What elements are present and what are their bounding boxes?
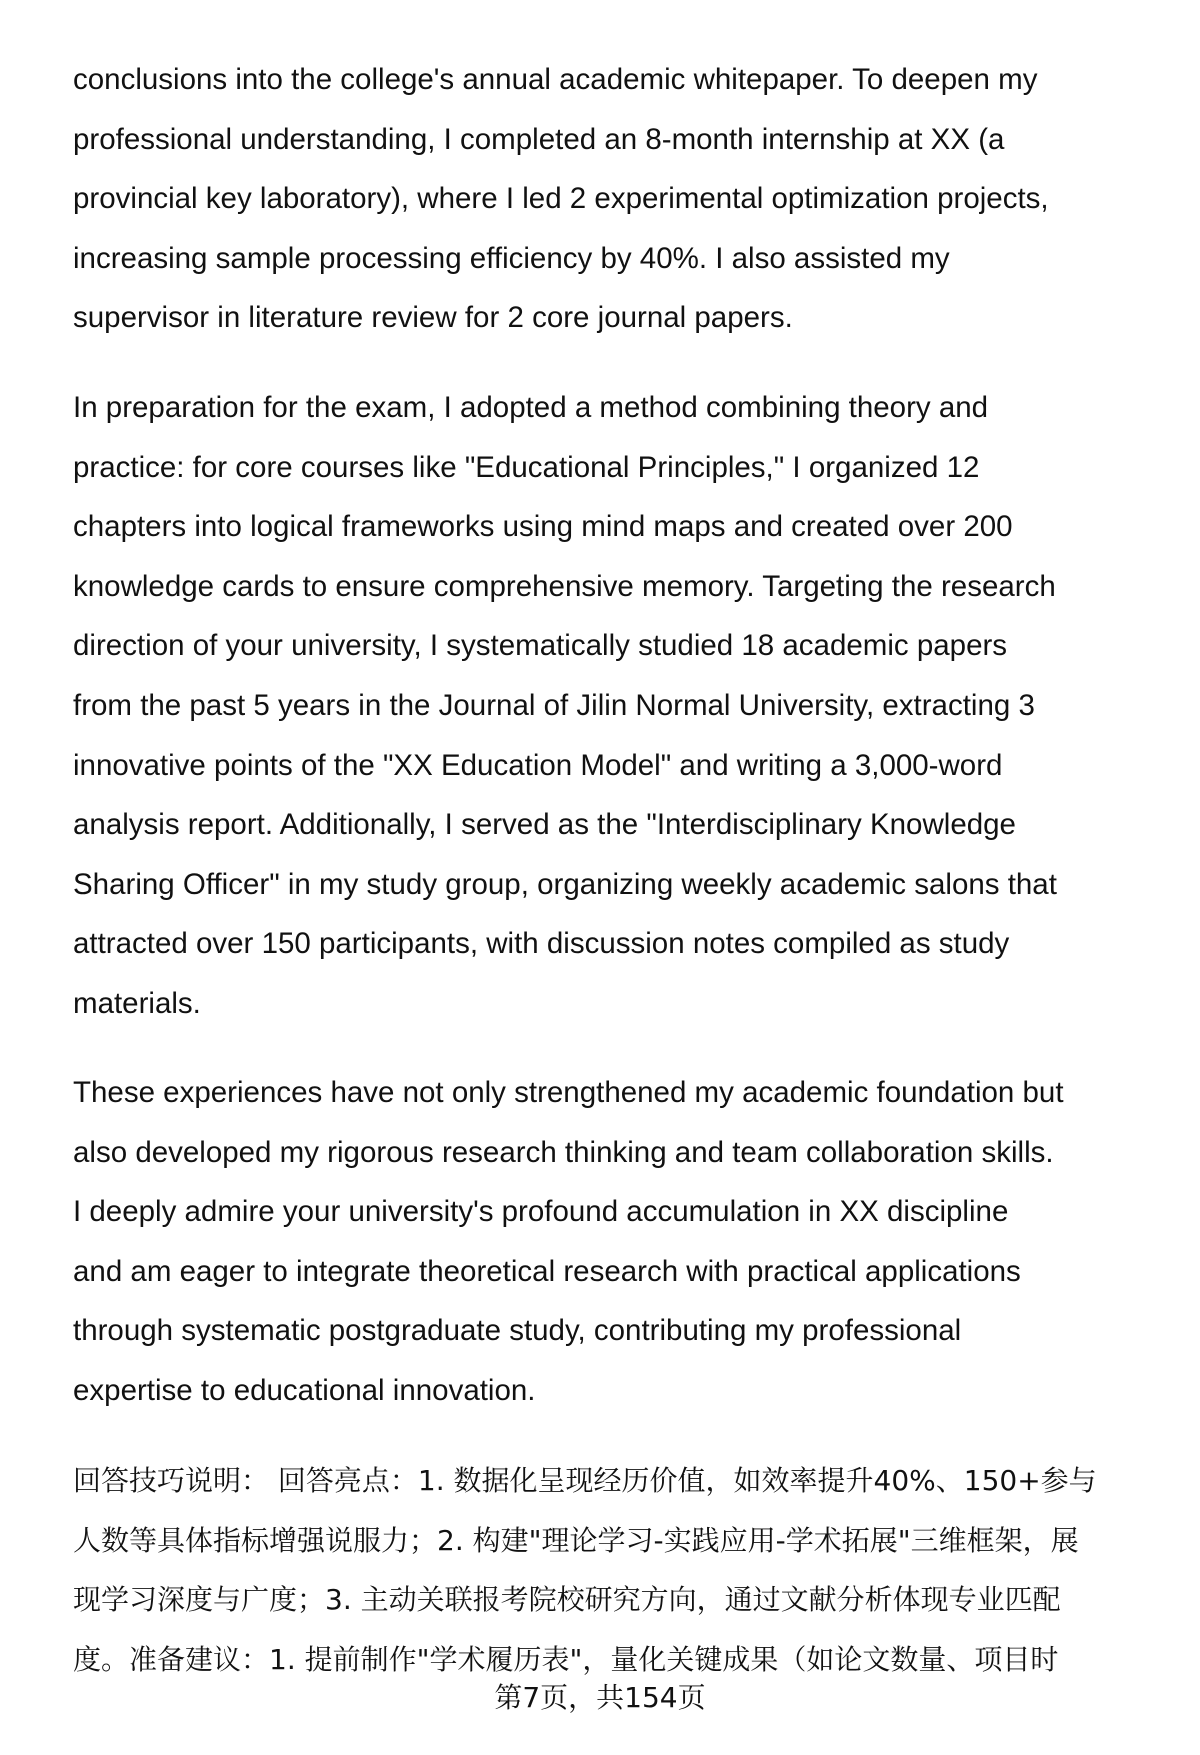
text-line: 度。准备建议：1. 提前制作"学术履历表"，量化关键成果（如论文数量、项目时 [73, 1642, 1059, 1676]
page-indicator: 第7页，共154页 [494, 1681, 706, 1714]
text-line: 人数等具体指标增强说服力；2. 构建"理论学习-实践应用-学术拓展"三维框架，展 [73, 1523, 1079, 1557]
paragraph-conclusion [73, 1063, 1180, 1421]
text-line: from the past 5 years in the Journal of Jilin Normal University, extracting 3 [73, 688, 1035, 722]
text-line: expertise to educational innovation. [73, 1373, 536, 1407]
text-line: through systematic postgraduate study, contributing my professional [73, 1314, 962, 1348]
text-line: also developed my rigorous research thinking and team collaboration skills. [73, 1135, 1054, 1169]
text-line: analysis report. Additionally, I served as the "Interdisciplinary Knowledge [73, 808, 1016, 842]
text-line: These experiences have not only strengthened my academic foundation but [73, 1076, 1064, 1109]
text-line: provincial key laboratory), where I led 2 experimental optimization projects, [73, 182, 1049, 216]
text-line: innovative points of the "XX Education Model" and writing a 3,000-word [73, 748, 1003, 782]
text-line: increasing sample processing efficiency by 40%. I also assisted my [73, 241, 950, 275]
text-line: Sharing Officer" in my study group, organizing weekly academic salons that [73, 867, 1057, 901]
text-line: conclusions into the college's annual academic whitepaper. To deepen my [73, 63, 1038, 96]
text-line: attracted over 150 participants, with discussion notes compiled as study [73, 927, 1010, 961]
text-line: direction of your university, I systematically studied 18 academic papers [73, 629, 1008, 663]
text-line: materials. [73, 986, 201, 1020]
paragraph-exam-preparation [73, 378, 1180, 1034]
text-line: professional understanding, I completed an 8-month internship at XX (a [73, 122, 1005, 156]
text-line: In preparation for the exam, I adopted a method combining theory and [73, 391, 989, 424]
text-line: knowledge cards to ensure comprehensive memory. Targeting the research [73, 569, 1056, 603]
text-line: 现学习深度与广度；3. 主动关联报考院校研究方向，通过文献分析体现专业匹配 [73, 1583, 1061, 1617]
text-line: chapters into logical frameworks using mind maps and created over 200 [73, 510, 1013, 544]
text-line: I deeply admire your university's profound accumulation in XX discipline [73, 1195, 1009, 1229]
paragraph-answer-tips [73, 1451, 1180, 1689]
text-line: and am eager to integrate theoretical research with practical applications [73, 1254, 1021, 1288]
text-line: 回答技巧说明： 回答亮点：1. 数据化呈现经历价值，如效率提升40%、150+参与 [73, 1464, 1097, 1497]
paragraph-internship [73, 50, 1180, 348]
text-line: supervisor in literature review for 2 core journal papers. [73, 301, 793, 335]
text-line: practice: for core courses like "Educational Principles," I organized 12 [73, 450, 980, 484]
